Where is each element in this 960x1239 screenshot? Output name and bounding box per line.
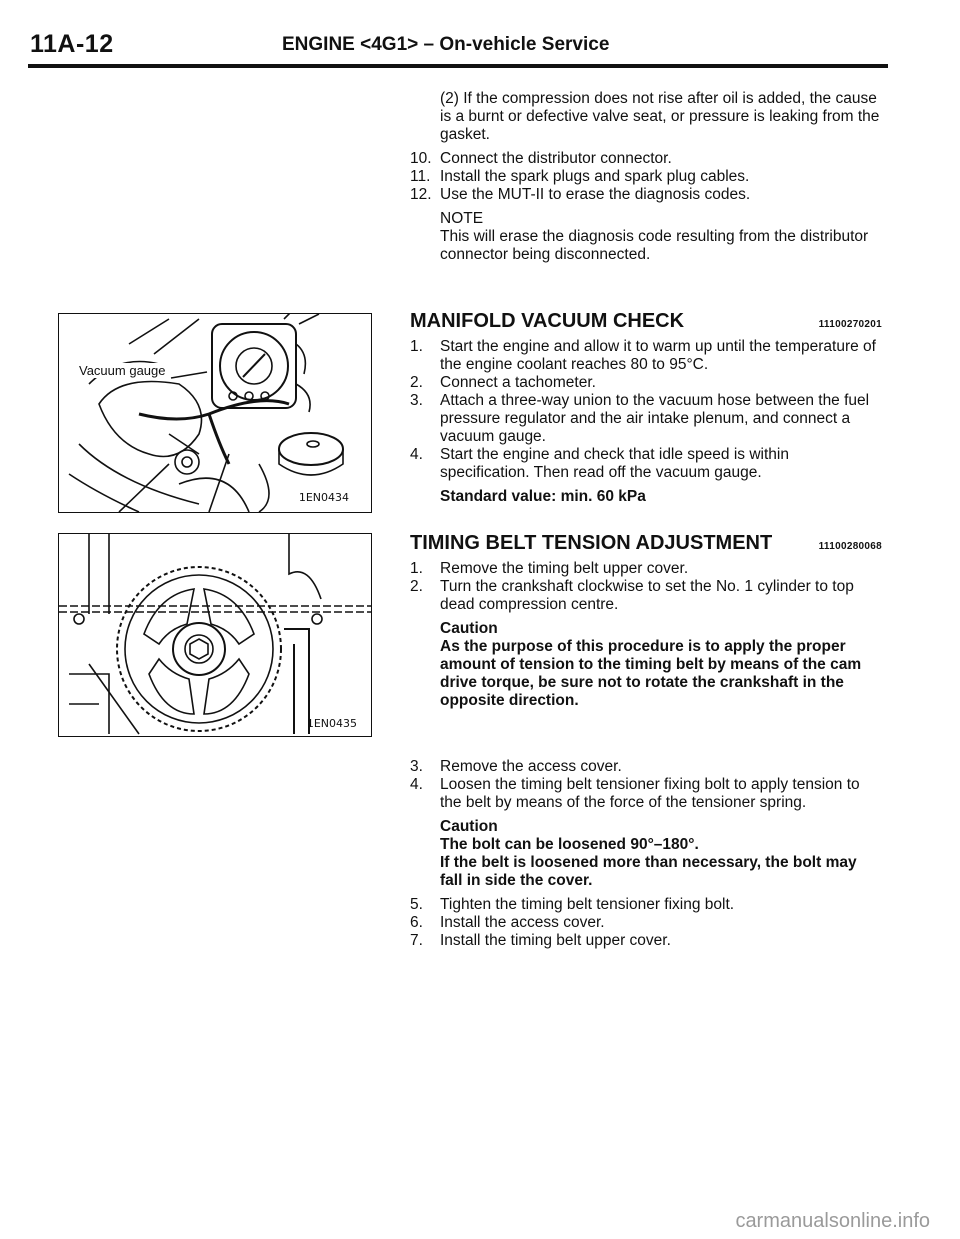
caution1-text: As the purpose of this procedure is to apply the proper amount of tension to the timing belt by means of the cam drive torque, be sure not to rotate the crankshaft in the opposite direction.: [440, 638, 862, 709]
step-item: [410, 578, 882, 614]
step-item: [410, 168, 882, 186]
step-text: Remove the timing belt upper cover.: [440, 560, 689, 577]
manifold-steps-list: [410, 338, 882, 482]
step-text: Start the engine and allow it to warm up until the temperature of the engine coolant reaches 80 to 95°C.: [440, 338, 876, 373]
caution2-label: Caution: [440, 818, 498, 835]
step-item: [410, 446, 882, 482]
timing-belt-illustration: [59, 534, 371, 736]
step-number: 12.: [410, 186, 432, 203]
step-item: [410, 150, 882, 168]
caution2-line1: The bolt can be loosened 90°–180°.: [440, 836, 699, 853]
page-number: 11A-12: [30, 30, 114, 58]
timing-belt-section: [410, 534, 882, 710]
timing-belt-section-cont: [410, 758, 882, 950]
step-item: [410, 392, 882, 446]
step-item: [410, 186, 882, 204]
step-text: Loosen the timing belt tensioner fixing bolt to apply tension to the belt by means of the force of the tensioner spring.: [440, 776, 860, 811]
step-number: 7.: [410, 932, 423, 949]
caution2-line2: If the belt is loosened more than necessary, the bolt may fall in side the cover.: [440, 854, 857, 889]
step-text: Remove the access cover.: [440, 758, 622, 775]
header-divider: [28, 64, 888, 68]
caution1-label: Caution: [440, 620, 498, 637]
step-text: Connect the distributor connector.: [440, 150, 672, 167]
watermark: carmanualsonline.info: [735, 1210, 930, 1232]
step-text: Turn the crankshaft clockwise to set the No. 1 cylinder to top dead compression centre.: [440, 578, 854, 613]
step-number: 3.: [410, 758, 423, 775]
compression-continuation: [410, 90, 882, 264]
step-number: 5.: [410, 896, 423, 913]
vacuum-gauge-figure: [58, 313, 372, 513]
step-number: 11.: [410, 168, 431, 185]
step-number: 4.: [410, 446, 423, 463]
step-text: Install the access cover.: [440, 914, 605, 931]
step-item: [410, 758, 882, 776]
step-item: [410, 560, 882, 578]
figure2-code: 1EN0435: [306, 717, 357, 730]
step-item: [410, 932, 882, 950]
vacuum-gauge-illustration: [59, 314, 371, 512]
step-text: Start the engine and check that idle speed is within specification. Then read off the vacuum gauge.: [440, 446, 789, 481]
figure1-code: 1EN0434: [298, 491, 349, 504]
item-2-text: (2) If the compression does not rise after oil is added, the cause is a burnt or defective valve seat, or pressure is leaking from the gasket.: [440, 90, 880, 143]
step-number: 4.: [410, 776, 423, 793]
step-item: [410, 914, 882, 932]
step-item: [410, 896, 882, 914]
step-item: [410, 338, 882, 374]
manifold-vacuum-section: [410, 312, 882, 506]
step-text: Attach a three-way union to the vacuum hose between the fuel pressure regulator and the air intake plenum, and connect a vacuum gauge.: [440, 392, 870, 445]
timing-belt-figure: [58, 533, 372, 737]
step-text: Use the MUT-II to erase the diagnosis codes.: [440, 186, 751, 203]
step-item: [410, 776, 882, 812]
step-number: 1.: [410, 560, 423, 577]
step-text: Install the timing belt upper cover.: [440, 932, 671, 949]
manifold-section-heading: [410, 312, 882, 334]
timing-steps-b-list: [410, 758, 882, 812]
timing-steps-a-list: [410, 560, 882, 614]
timing-section-heading: [410, 534, 882, 556]
step-number: 6.: [410, 914, 423, 931]
step-number: 1.: [410, 338, 423, 355]
step-number: 2.: [410, 374, 423, 391]
page-title: ENGINE <4G1> – On-vehicle Service: [282, 34, 610, 55]
step-text: Tighten the timing belt tensioner fixing bolt.: [440, 896, 735, 913]
vacuum-gauge-label: Vacuum gauge: [79, 363, 166, 378]
step-text: Install the spark plugs and spark plug cables.: [440, 168, 750, 185]
timing-code: 11100280068: [818, 541, 882, 552]
standard-value: Standard value: min. 60 kPa: [440, 488, 646, 505]
timing-steps-c-list: [410, 896, 882, 950]
manifold-code: 11100270201: [818, 319, 882, 330]
step-number: 3.: [410, 392, 423, 409]
step-text: Connect a tachometer.: [440, 374, 596, 391]
step-number: 10.: [410, 150, 432, 167]
top-steps-list: [410, 150, 882, 204]
note-text: This will erase the diagnosis code resulting from the distributor connector being disconnected.: [440, 228, 869, 263]
manifold-title: MANIFOLD VACUUM CHECK: [410, 310, 685, 332]
step-item: [410, 374, 882, 392]
timing-title: TIMING BELT TENSION ADJUSTMENT: [410, 532, 773, 554]
step-number: 2.: [410, 578, 423, 595]
note-label: NOTE: [440, 210, 484, 227]
